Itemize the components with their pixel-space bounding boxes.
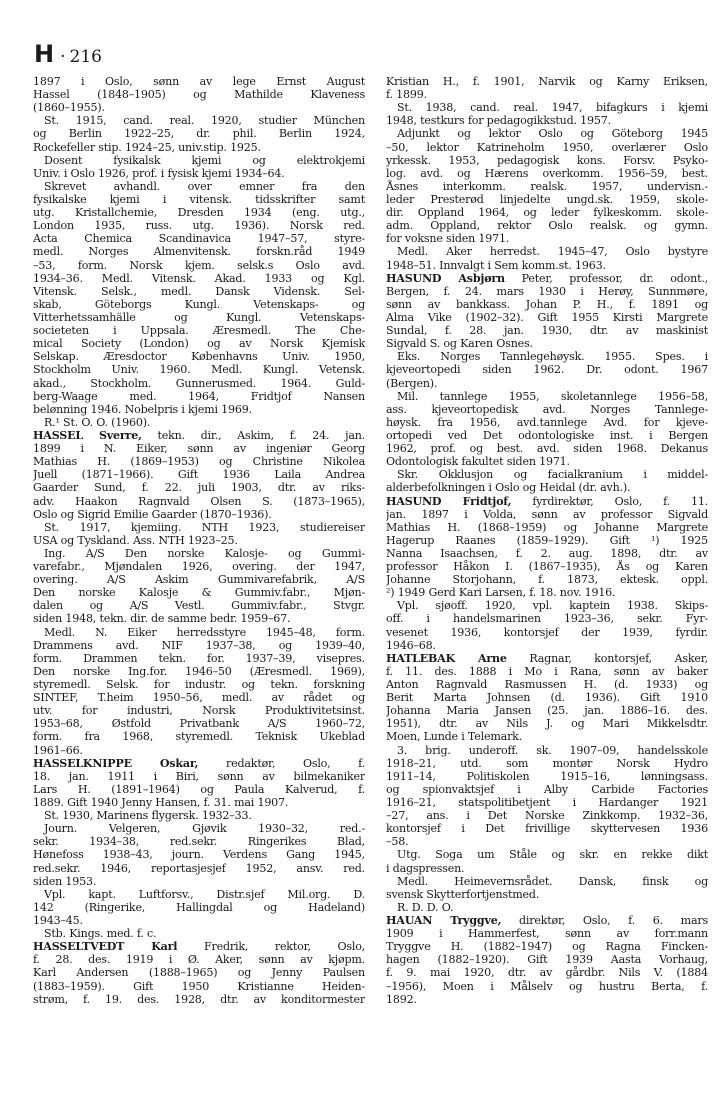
line-text: belønning 1946. Nobelpris i kjemi 1969. [33,402,252,416]
text-line [386,586,708,599]
text-line [386,429,708,442]
text-line [386,180,708,193]
text-line [386,980,708,993]
line-text: i dagspressen. [386,861,465,875]
line-text: –1956), Moen i Målselv og hustru Berta, f. [386,979,708,993]
text-line [33,416,365,429]
text-line [33,521,365,534]
line-text: Åsnes interkomm. realsk. 1957, undervisn.- [386,179,708,193]
text-line [386,678,708,691]
line-text: Univ. i Oslo 1926, prof. i fysisk kjemi 1934–64. [33,166,285,180]
line-text: –27, ans. i Det Norske Zinkkomp. 1932–36, [386,809,708,823]
line-text: Hagerup Raanes (1859–1929). Gift ¹) 1925 [386,533,708,547]
text-line [33,88,365,101]
line-text: redaktør, Oslo, f. [198,756,365,770]
page-separator: · [60,47,66,67]
text-line [386,481,708,494]
text-line [386,141,708,154]
text-line [386,272,708,285]
text-line [33,888,365,901]
text-line [386,88,708,101]
entry-name: HATLEBAK Arne [386,651,507,665]
line-text: Kristian H., f. 1901, Narvik og Karny Eriksen, [386,75,708,88]
line-text: Drammens avd. NIF 1937–38, og 1939–40, [33,638,365,652]
text-line [386,219,708,232]
line-text: Tryggve H. (1882–1947) og Ragna Fincken- [386,940,708,954]
text-line [33,573,365,586]
line-text: tekn. dir., Askim, f. 24. jan. [141,428,365,442]
text-line [386,363,708,376]
line-text: 1962, prof. og best. avd. siden 1968. Dekanus [386,442,708,456]
line-text: strøm, f. 19. des. 1928, dtr. av konditormester [33,992,365,1006]
text-line [386,298,708,311]
line-text: vesenet 1936, kontorsjef der 1939, fyrdir. [386,625,708,639]
line-text: off. i handelsmarinen 1923–36, sekr. Fyr- [386,612,708,626]
line-text: Moen, Lunde i Telemark. [386,730,523,744]
text-line [33,980,365,993]
entry-name: HASUND Asbjørn [386,271,505,285]
line-text: varefabr., Mjøndalen 1926, overing. der 1947, [33,560,365,574]
line-text: Den norske Kalosje & Gummiv.fabr., Mjøn- [33,586,365,600]
text-line [386,337,708,350]
text-line [33,324,365,337]
text-line [386,966,708,979]
line-text: –53, form. Norsk kjem. selsk.s Oslo avd. [33,258,365,272]
text-line [33,337,365,350]
text-line [386,377,708,390]
entry-name: HAUAN Tryggve, [386,914,502,927]
text-line [33,822,365,835]
text-line [386,127,708,140]
line-text: 1897 i Oslo, sønn av lege Ernst August [33,75,365,88]
text-line [33,547,365,560]
line-text: Stb. Kings. med. f. c. [44,927,157,941]
entry-name: HASSELKNIPPE Oskar, [33,756,199,770]
text-line [386,704,708,717]
line-text: 1961–66. [33,743,83,757]
line-text: 3. brig. underoff. sk. 1907–09, handelsskole [397,743,708,757]
line-text: Sigvald S. og Karen Osnes. [386,337,533,351]
text-line [386,521,708,534]
text-line [386,311,708,324]
text-line [386,468,708,481]
text-line [386,953,708,966]
text-line [386,993,708,1006]
text-line [386,573,708,586]
text-line [386,167,708,180]
section-letter: H [34,40,55,68]
line-text: 1934–36. Medl. Vitensk. Akad. 1933 og Kgl. [33,271,365,285]
text-line [33,652,365,665]
line-text: ass. kjeveortopedisk avd. Norges Tannlege- [386,402,708,416]
line-text: medl. Norges Almenvitensk. forskn.råd 1949 [33,245,365,259]
text-line [33,232,365,245]
line-text: professor Håkon I. (1867–1935), Ås og Karen [386,560,708,574]
text-line [33,953,365,966]
line-text: kjeveortopedi siden 1962. Dr. odont. 1967 [386,363,708,377]
line-text: Peter, professor, dr. odont., [504,271,708,285]
line-text: 1953–68, Østfold Privatbank A/S 1960–72, [33,717,365,731]
text-line [33,783,365,796]
line-text: 1948–51. Innvalgt i Sem komm.st. 1963. [386,258,606,272]
line-text: St. 1915, cand. real. 1920, studier München [44,114,365,128]
line-text: adv. Haakon Ragnvald Olsen S. (1873–1965), [33,494,365,508]
line-text: Lars H. (1891–1964) og Paula Kalverud, f. [33,782,365,796]
text-line [33,298,365,311]
text-line [386,809,708,822]
line-text: Dosent fysikalsk kjemi og elektrokjemi [44,153,365,167]
line-text: ortopedi ved Det odontologiske inst. i Bergen [386,428,708,442]
line-text: 1946–68. [386,638,436,652]
text-line [386,193,708,206]
line-text: (1860–1955). [33,101,105,115]
text-line [33,862,365,875]
line-text: fyrdirektør, Oslo, f. 11. [511,494,708,508]
line-text: St. 1930, Marinens flygersk. 1932–33. [44,809,252,823]
text-line [386,154,708,167]
text-line [386,350,708,363]
line-text: Vitensk. Selsk., medl. Dansk Vidensk. Sel- [33,284,365,298]
text-line [386,560,708,573]
line-text: Medl. Heimevernsrådet. Dansk, finsk og [397,874,708,888]
line-text: Hønefoss 1938–43, journ. Verdens Gang 1945, [33,848,365,862]
text-line [386,901,708,914]
line-text: Mathias H. (1869–1953) og Christine Nikolea [33,455,365,469]
line-text: Mathias H. (1868–1959) og Johanne Margrete [386,520,708,534]
page-header [34,40,102,68]
line-text: London 1935, russ. utg. 1936). Norsk red. [33,219,365,233]
entry-name: HASSELTVEDT Karl [33,940,178,954]
left-column [33,75,365,1006]
text-line [33,429,365,442]
text-line [386,547,708,560]
text-line [33,363,365,376]
line-text: –58. [386,835,409,849]
line-text: 1943–45. [33,914,83,927]
text-line [33,757,365,770]
text-line [33,114,365,127]
line-text: sekr. 1934–38, red.sekr. Ringerikes Blad, [33,835,365,849]
text-line [386,534,708,547]
text-line [386,717,708,730]
line-text: ²) 1949 Gerd Kari Larsen, f. 18. nov. 1916. [386,586,616,600]
line-text: Selskap. Æresdoctor Københavns Univ. 1950, [33,350,365,364]
right-column [386,75,708,1006]
line-text: Hassel (1848–1905) og Mathilde Klaveness [33,88,365,102]
line-text: 18. jan. 1911 i Biri, sønn av bilmekaniker [33,769,365,783]
text-line [33,744,365,757]
line-text: og spionvaktsjef i Alby Carbide Factories [386,782,708,796]
text-line [386,744,708,757]
line-text: –50, lektor Katrineholm 1950, overlærer Oslo [386,140,708,154]
line-text: Anton Ragnvald Rasmussen H. (d. 1933) og [386,678,708,692]
text-line [386,822,708,835]
text-line [33,206,365,219]
line-text: Juell (1871–1966). Gift 1936 Laila Andrea [33,468,365,482]
line-text: f. 9. mai 1920, dtr. av gårdbr. Nils V. (1884 [386,966,708,980]
line-text: Karl Andersen (1888–1965) og Jenny Paulsen [33,966,365,980]
text-line [386,495,708,508]
text-line [386,245,708,258]
line-text: hagen (1882–1920). Gift 1939 Aasta Vorhaug, [386,953,708,967]
text-line [386,508,708,521]
line-text: overing. A/S Askim Gummivarefabrik, A/S [33,573,365,587]
text-line [386,875,708,888]
text-line [33,141,365,154]
text-line [33,272,365,285]
text-line [33,796,365,809]
line-text: Ragnar, kontorsjef, Asker, [506,651,708,665]
text-line [33,534,365,547]
text-line [386,75,708,88]
line-text: (1883–1959). Gift 1950 Kristianne Heiden- [33,979,365,993]
text-line [33,180,365,193]
text-line [386,796,708,809]
line-text: siden 1948, tekn. dir. de samme bedr. 1959–67. [33,612,291,626]
text-line [33,875,365,888]
text-line [33,285,365,298]
text-line [33,219,365,232]
line-text: jan. 1897 i Volda, sønn av professor Sigvald [386,507,708,521]
text-line [386,757,708,770]
line-text: Berit Marta Johnsen (d. 1936). Gift 1910 [386,691,708,705]
line-text: Den norske Ing.for. 1946–50 (Æresmedl. 1969), [33,664,365,678]
line-text: St. 1938, cand. real. 1947, bifagkurs i kjemi [397,101,708,115]
line-text: Bergen, f. 24. mars 1930 i Herøy, Sunnmøre, [386,284,708,298]
line-text: form. fra 1968, styremedl. Teknisk Ukeblad [33,730,365,744]
text-line [33,442,365,455]
text-line [33,167,365,180]
line-text: Vitterhetssamhälle og Kungl. Vetenskaps- [33,310,365,324]
text-line [33,468,365,481]
line-text: dir. Oppland 1964, og leder fylkeskomm. skole- [386,206,708,220]
text-line [33,259,365,272]
line-text: (Bergen). [386,376,438,390]
text-line [33,377,365,390]
line-text: styremedl. Selsk. for industr. og tekn. forskning [33,678,365,692]
line-text: Adjunkt og lektor Oslo og Göteborg 1945 [397,127,708,141]
text-line [386,665,708,678]
text-line [386,639,708,652]
text-line [386,626,708,639]
line-text: 1916–21, statspolitibetjent i Hardanger 1921 [386,796,708,810]
line-text: Sundal, f. 28. jan. 1930, dtr. av maskinist [386,324,708,338]
line-text: mical Society (London) og av Norsk Kjemisk [33,337,365,351]
text-line [386,783,708,796]
entry-name: HASSEL Sverre, [33,428,142,442]
text-line [33,75,365,88]
line-text: 1948, testkurs for pedagogikkstud. 1957. [386,114,611,128]
line-text: 1909 i Hammerfest, sønn av forr.mann [386,927,708,941]
line-text: Alma Vike (1902–32). Gift 1955 Kirsti Margrete [386,310,708,324]
line-text: akad., Stockholm. Gunnerusmed. 1964. Guld- [33,376,365,390]
line-text: Vpl. kapt. Luftforsv., Distr.sjef Mil.org. D. [44,887,365,901]
text-line [386,862,708,875]
text-line [33,639,365,652]
text-line [33,612,365,625]
line-text: Mil. tannlege 1955, skoletannlege 1956–58, [397,389,708,403]
text-line [33,193,365,206]
text-line [33,154,365,167]
line-text: for voksne siden 1971. [386,232,510,246]
line-text: fysikalske kjemi i vitensk. tidsskrifter samt [33,192,365,206]
text-line [386,206,708,219]
line-text: utg. Kristallchemie, Dresden 1934 (eng. utg., [33,206,365,220]
line-text: log. avd. og Hærens overkomm. 1956–59, best. [386,166,708,180]
text-line [33,508,365,521]
line-text: Skrevet avhandl. over emner fra den [44,179,365,193]
line-text: Eks. Norges Tannlegehøysk. 1955. Spes. i [397,350,708,364]
text-line [33,993,365,1006]
text-line [33,665,365,678]
text-line [33,599,365,612]
line-text: R. D. D. O. [397,900,454,914]
text-line [33,704,365,717]
text-line [386,324,708,337]
text-line [386,888,708,901]
line-text: f. 11. des. 1888 i Mo i Rana, sønn av baker [386,664,708,678]
line-text: skab, Göteborgs Kungl. Vetenskaps- og [33,297,365,311]
text-line [386,730,708,743]
text-line [386,285,708,298]
text-line [386,403,708,416]
line-text: Fredrik, rektor, Oslo, [177,940,365,954]
line-text: og Berlin 1922–25, dr. phil. Berlin 1924, [33,127,365,141]
text-line [33,481,365,494]
line-text: alderbefolkningen i Oslo og Heidal (dr. avh.). [386,481,631,495]
text-line [33,311,365,324]
line-text: høysk. fra 1956, avd.tannlege Avd. for kjeve- [386,415,708,429]
line-text: Oslo og Sigrid Emilie Gaarder (1870–1936). [33,507,272,521]
text-line [33,101,365,114]
text-line [33,127,365,140]
text-line [33,455,365,468]
page-number: 216 [69,47,102,67]
text-line [386,232,708,245]
text-line [386,455,708,468]
line-text: 1892. [386,992,417,1006]
text-line [33,835,365,848]
text-line [33,626,365,639]
line-text: R.¹ St. O. O. (1960). [44,415,151,429]
line-text: 1899 i N. Eiker, sønn av ingeniør Georg [33,442,365,456]
text-line [33,678,365,691]
line-text: Odontologisk fakultet siden 1971. [386,455,570,469]
line-text: leder Presterød linjedelte ungd.sk. 1959, skole- [386,192,708,206]
line-text: societeten i Uppsala. Æresmedl. The Che- [33,324,365,338]
line-text: 1951), dtr. av Nils J. og Mari Mikkelsdtr. [386,717,708,731]
line-text: kontorsjef i Det frivillige skyttervesen 1936 [386,822,708,836]
line-text: Journ. Velgeren, Gjøvik 1930–32, red.- [44,822,365,836]
line-text: Medl. N. Eiker herredsstyre 1945–48, form. [44,625,365,639]
line-text: utv. for industri, Norsk Produktivitetsinst. [33,704,365,718]
line-text: dalen og A/S Vestl. Gummiv.fabr., Stvgr. [33,599,365,613]
line-text: direktør, Oslo, f. 6. mars [501,914,708,927]
line-text: svensk Skytterfortjenstmed. [386,887,540,901]
text-line [386,652,708,665]
text-line [33,940,365,953]
line-text: red.sekr. 1946, reportasjesjef 1952, ansv. red. [33,861,365,875]
line-text: berg-Waage med. 1964, Fridtjof Nansen [33,389,365,403]
text-line [33,966,365,979]
line-text: Gaarder Sund, f. 22. juli 1903, dtr. av riks- [33,481,365,495]
text-line [33,691,365,704]
line-text: St. 1917, kjemiing. NTH 1923, studiereiser [44,520,365,534]
text-line [33,350,365,363]
text-line [386,101,708,114]
line-text: SINTEF, T.heim 1950–56, medl. av rådet og [33,691,365,705]
line-text: siden 1953. [33,874,97,888]
line-text: USA og Tyskland. Ass. NTH 1923–25. [33,533,238,547]
text-line [386,691,708,704]
line-text: yrkessk. 1953, pedagogisk kons. Forsv. Psyko- [386,153,708,167]
text-line [386,599,708,612]
line-text: f. 1899. [386,88,427,102]
text-line [386,770,708,783]
text-line [386,927,708,940]
text-line [386,914,708,927]
line-text: Nanna Isaachsen, f. 2. aug. 1898, dtr. av [386,546,708,560]
line-text: 1911–14, Politiskolen 1915–16, lønningsass. [386,769,708,783]
text-line [33,560,365,573]
line-text: Vpl. sjøoff. 1920, vpl. kaptein 1938. Skips- [397,599,708,613]
line-text: Medl. Aker herredst. 1945–47, Oslo bystyre [397,245,708,259]
text-line [386,114,708,127]
text-line [33,914,365,927]
line-text: Utg. Soga um Ståle og skr. en rekke dikt [397,848,708,862]
line-text: adm. Oppland, rektor Oslo realsk. og gymn. [386,219,708,233]
line-text: Johanne Storjohann, f. 1873, ektesk. oppl. [386,573,708,587]
text-line [386,612,708,625]
text-line [386,940,708,953]
text-line [386,390,708,403]
text-line [33,848,365,861]
text-line [33,717,365,730]
text-line [33,730,365,743]
text-line [386,259,708,272]
text-line [33,770,365,783]
line-text: Skr. Okklusjon og facialkranium i middel- [397,468,708,482]
line-text: f. 28. des. 1919 i Ø. Aker, sønn av kjøpm. [33,953,365,967]
text-line [386,442,708,455]
line-text: 142 (Ringerike, Hallingdal og Hadeland) [33,900,365,914]
line-text: sønn av bankkass. Johan P. H., f. 1891 og [386,297,708,311]
line-text: Johanna Maria Jansen (25. jan. 1886–16. des. [386,704,708,718]
text-line [33,927,365,940]
line-text: Rockefeller stip. 1924–25, univ.stip. 1925. [33,140,261,154]
line-text: Acta Chemica Scandinavica 1947–57, styre- [33,232,365,246]
text-line [33,495,365,508]
text-line [386,416,708,429]
line-text: Ing. A/S Den norske Kalosje- og Gummi- [44,546,365,560]
text-line [33,809,365,822]
line-text: 1889. Gift 1940 Jenny Hansen, f. 31. mai 1907. [33,796,289,810]
text-line [386,835,708,848]
line-text: form. Drammen tekn. for. 1937–39, visepres. [33,651,365,665]
line-text: Stockholm Univ. 1960. Medl. Kungl. Vetensk. [33,363,365,377]
text-line [33,901,365,914]
text-line [33,586,365,599]
entry-name: HASUND Fridtjof, [386,494,512,508]
text-line [33,403,365,416]
text-line [33,245,365,258]
text-line [386,848,708,861]
text-line [33,390,365,403]
line-text: 1918–21, utd. som montør Norsk Hydro [386,756,708,770]
